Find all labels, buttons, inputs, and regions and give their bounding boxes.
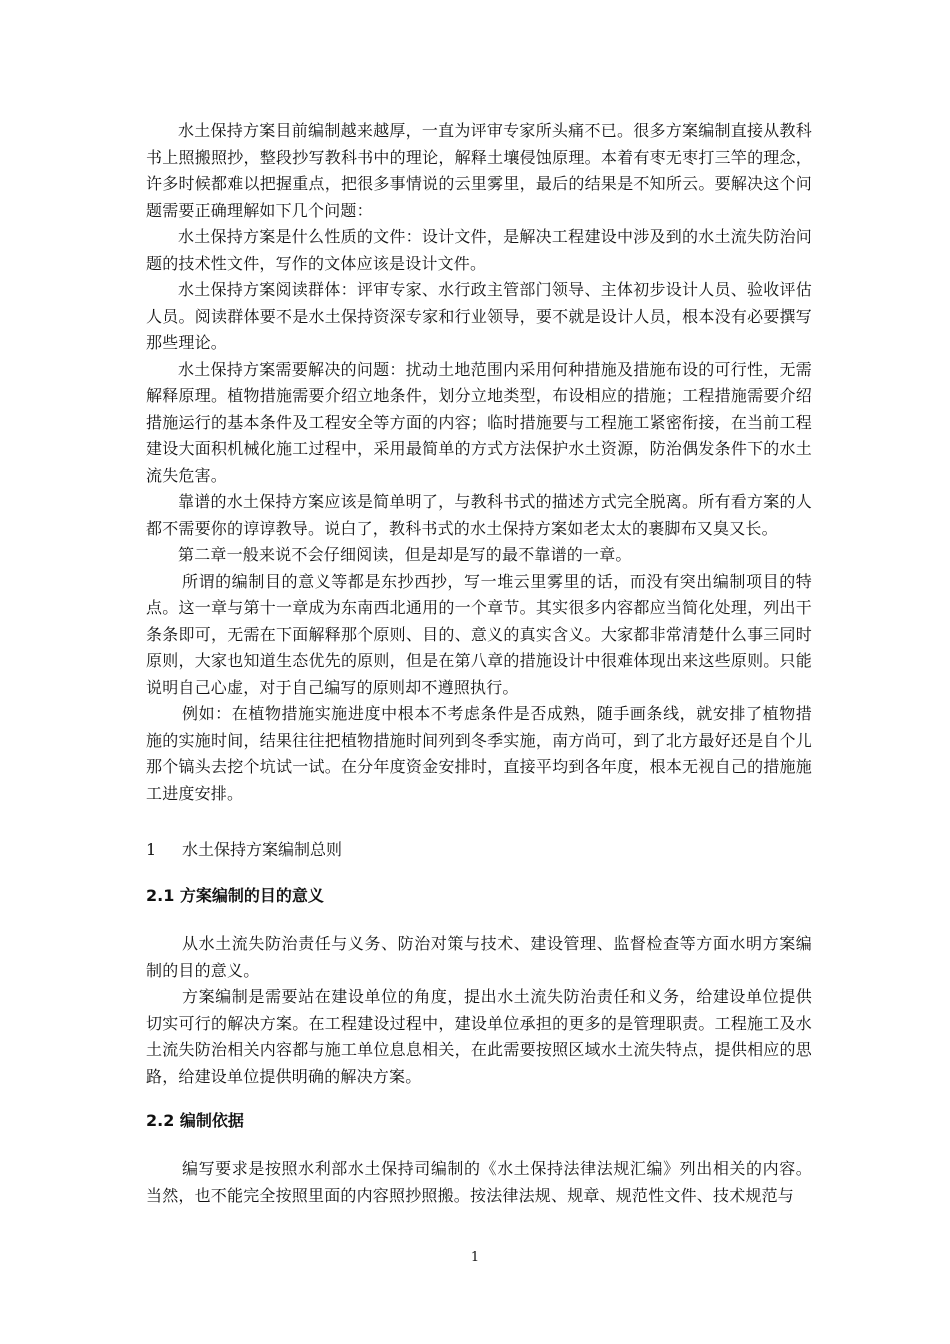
paragraph-reliable-plan: 靠谱的水土保持方案应该是简单明了，与教科书式的描述方式完全脱离。所有看方案的人都不需要你的谆谆教导。说白了，教科书式的水土保持方案如老太太的裹脚布又臭又长。 [146,492,812,538]
paragraph-problems-to-solve: 水土保持方案需要解决的问题：扰动土地范围内采用何种措施及措施布设的可行性，无需解释原理。植物措施需要介绍立地条件，划分立地类型，布设相应的措施；工程措施需要介绍措施运行的基本条件及工程安全等方面的内容；临时措施要与工程施工紧密衔接，在当前工程建设大面积机械化施工过程中，采用最简单的方式方法保护水土资源，防治偶发条件下的水土流失危害。 [146,359,812,485]
paragraph-chapter-two: 第二章一般来说不会仔细阅读，但是却是写的最不靠谱的一章。 [178,545,632,564]
paragraph-document-nature: 水土保持方案是什么性质的文件：设计文件，是解决工程建设中涉及到的水土流失防治问题的技术性文件，写作的文体应该是设计文件。 [146,227,812,273]
section-heading-2-2: 2.2 编制依据 [146,1111,244,1130]
paragraph-2-2-basis: 编写要求是按照水利部水土保持司编制的《水土保持法律法规汇编》列出相关的内容。当然，也不能完全按照里面的内容照抄照搬。按法律法规、规章、规范性文件、技术规范与 [146,1159,812,1205]
section-heading-2-1: 2.1 方案编制的目的意义 [146,886,324,905]
page-number: 1 [470,1250,480,1265]
document-body [146,118,812,1209]
paragraph-intro-1: 水土保持方案目前编制越来越厚，一直为评审专家所头痛不已。很多方案编制直接从教科书上照搬照抄，整段抄写教科书中的理论，解释土壤侵蚀原理。本着有枣无枣打三竿的理念，许多时候都难以把握重点，把很多事情说的云里雾里，最后的结果是不知所云。要解决这个问题需要正确理解如下几个问题： [146,121,812,220]
paragraph-example: 例如：在植物措施实施进度中根本不考虑条件是否成熟，随手画条线，就安排了植物措施的实施时间，结果往往把植物措施时间列到冬季实施，南方尚可，到了北方最好还是自个儿那个镐头去挖个坑试一试。在分年度资金安排时，直接平均到各年度，根本无视自己的措施施工进度安排。 [146,704,812,803]
chapter-heading [146,837,812,863]
paragraph-2-1-stance: 方案编制是需要站在建设单位的角度，提出水土流失防治责任和义务，给建设单位提供切实可行的解决方案。在工程建设过程中，建设单位承担的更多的是管理职责。工程施工及水土流失防治相关内容都与施工单位息息相关，在此需要按照区域水土流失特点，提供相应的思路，给建设单位提供明确的解决方案。 [146,987,812,1086]
paragraph-readership: 水土保持方案阅读群体：评审专家、水行政主管部门领导、主体初步设计人员、验收评估人员。阅读群体要不是水土保持资深专家和行业领导，要不就是设计人员，根本没有必要撰写那些理论。 [146,280,812,352]
chapter-title: 水土保持方案编制总则 [182,840,343,859]
paragraph-purpose-copying: 所谓的编制目的意义等都是东抄西抄，写一堆云里雾里的话，而没有突出编制项目的特点。这一章与第十一章成为东南西北通用的一个章节。其实很多内容都应当简化处理，列出干条条即可，无需在下面解释那个原则、目的、意义的真实含义。大家都非常清楚什么事三同时原则，大家也知道生态优先的原则，但是在第八章的措施设计中很难体现出来这些原则。只能说明自己心虚，对于自己编写的原则却不遵照执行。 [146,571,812,697]
paragraph-2-1-purpose: 从水土流失防治责任与义务、防治对策与技术、建设管理、监督检查等方面水明方案编制的目的意义。 [146,934,812,980]
chapter-number: 1 [146,840,157,859]
